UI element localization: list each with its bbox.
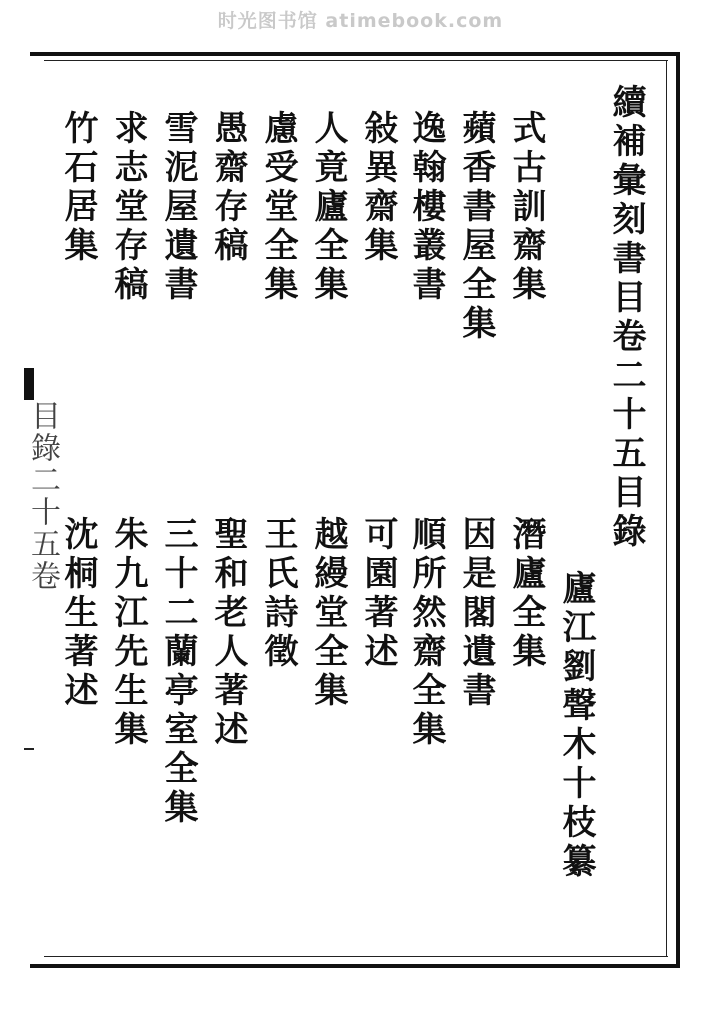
frame-right-inner-border xyxy=(666,60,667,957)
toc-entry: 順所然齋全集 xyxy=(406,516,446,750)
toc-entry: 三十二蘭亭室全集 xyxy=(158,516,198,828)
toc-entry: 蘋香書屋全集 xyxy=(456,110,496,344)
frame-right-border xyxy=(676,52,680,968)
toc-entry: 逸翰樓叢書 xyxy=(406,110,446,305)
toc-entry: 慮受堂全集 xyxy=(258,110,298,305)
toc-entry: 王氏詩徵 xyxy=(258,516,298,672)
toc-entry: 愚齋存稿 xyxy=(208,110,248,266)
toc-entry: 越縵堂全集 xyxy=(308,516,348,711)
fold-page-number xyxy=(24,748,34,750)
frame-top-inner-border xyxy=(44,60,668,61)
page-title: 續補彙刻書目卷二十五目錄 xyxy=(606,84,646,552)
toc-entry: 可園著述 xyxy=(358,516,398,672)
toc-entry: 聖和老人著述 xyxy=(208,516,248,750)
fold-fishtail-mark xyxy=(24,368,34,400)
toc-entry: 潛廬全集 xyxy=(506,516,546,672)
toc-entry: 朱九江先生集 xyxy=(108,516,148,750)
frame-top-border xyxy=(30,52,680,56)
toc-entry: 因是閣遺書 xyxy=(456,516,496,711)
toc-entry: 求志堂存稿 xyxy=(108,110,148,305)
toc-entry: 敍異齋集 xyxy=(358,110,398,266)
toc-entry: 雪泥屋遺書 xyxy=(158,110,198,305)
frame-bottom-inner-border xyxy=(44,956,668,957)
toc-entry: 竹石居集 xyxy=(58,110,98,266)
toc-entry: 沈桐生著述 xyxy=(58,516,98,711)
watermark-text: 时光图书馆 atimebook.com xyxy=(217,10,504,32)
frame-bottom-border xyxy=(30,964,680,968)
toc-entry: 人竟廬全集 xyxy=(308,110,348,305)
fold-label: 目錄二十五卷 xyxy=(25,400,60,592)
compiler-line: 廬江劉聲木十枝纂 xyxy=(556,570,596,882)
toc-entry: 式古訓齋集 xyxy=(506,110,546,305)
